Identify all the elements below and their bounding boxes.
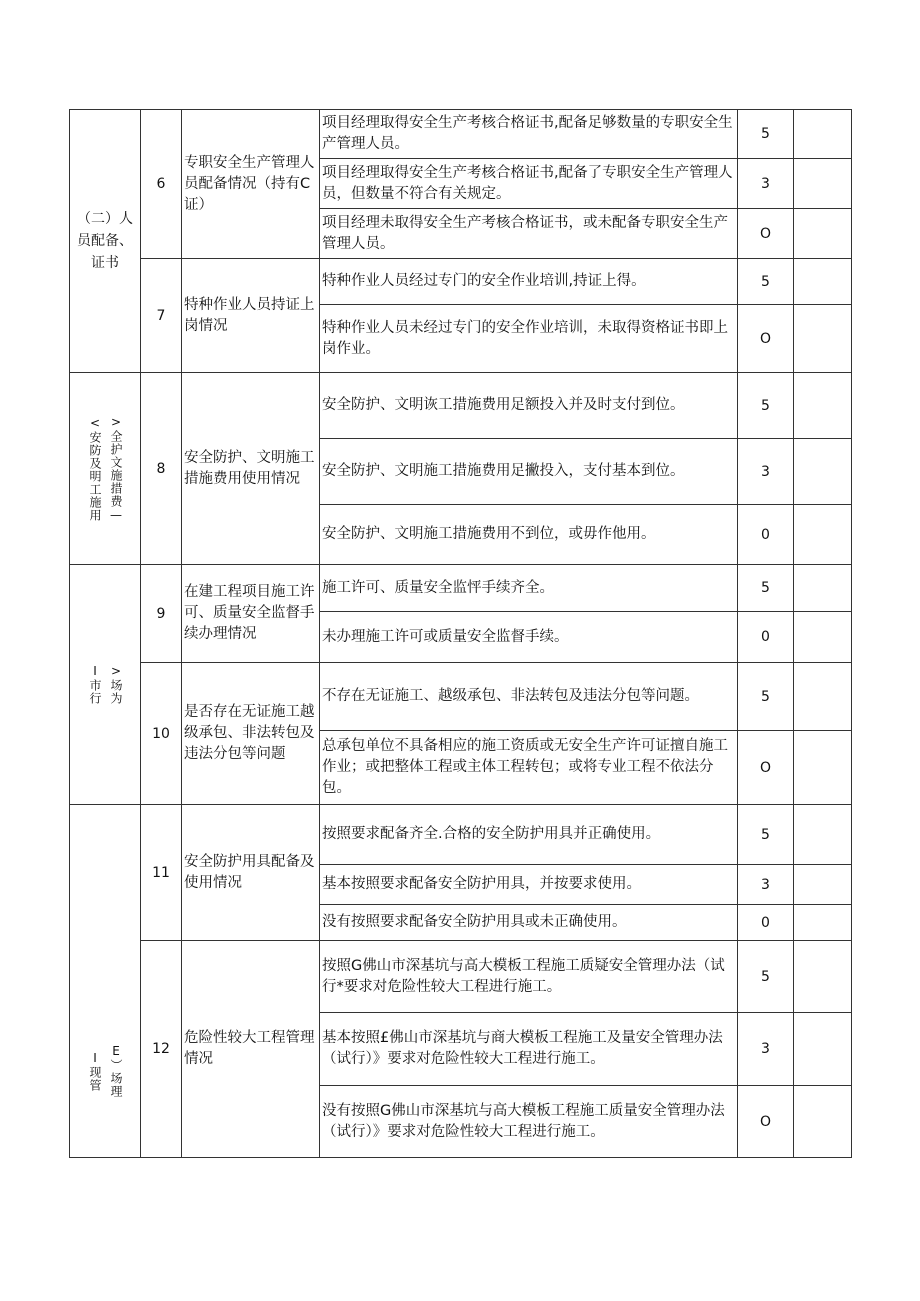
item-name: 安全防护用具配备及使用情况 — [182, 805, 320, 941]
item-name: 专职安全生产管理人员配备情况（持有C证） — [182, 110, 320, 259]
item-number: 9 — [141, 565, 182, 663]
criterion-text: 按照要求配备齐全.合格的安全防护用具并正确使用。 — [320, 805, 738, 865]
category-label-col2: >场为 — [109, 664, 123, 705]
actual-score-cell — [794, 565, 852, 612]
table-row — [70, 259, 852, 305]
actual-score-cell — [794, 110, 852, 159]
item-name: 特种作业人员持证上岗情况 — [182, 259, 320, 373]
actual-score-cell — [794, 731, 852, 805]
criterion-score: O — [738, 305, 794, 373]
actual-score-cell — [794, 905, 852, 941]
category-label-col1: <安防及明工施用 — [88, 415, 102, 522]
category-site-cell — [70, 805, 141, 1158]
actual-score-cell — [794, 612, 852, 663]
criterion-text: 特种作业人员经过专门的安全作业培训,持证上得。 — [320, 259, 738, 305]
table-row — [70, 110, 852, 159]
criterion-score: 3 — [738, 159, 794, 209]
item-number: 12 — [141, 941, 182, 1158]
criterion-score: O — [738, 1086, 794, 1158]
item-number: 11 — [141, 805, 182, 941]
criterion-score: 5 — [738, 373, 794, 439]
actual-score-cell — [794, 439, 852, 505]
actual-score-cell — [794, 1013, 852, 1086]
item-name: 危险性较大工程管理情况 — [182, 941, 320, 1158]
criterion-text: 安全防护、文明施工措施费用足撇投入，支付基本到位。 — [320, 439, 738, 505]
actual-score-cell — [794, 373, 852, 439]
category-label-col1: I现管 — [88, 1050, 102, 1092]
item-name: 在建工程项目施工许可、质量安全监督手续办理情况 — [182, 565, 320, 663]
criterion-text: 基本按照要求配备安全防护用具，并按要求使用。 — [320, 865, 738, 905]
criterion-text: 基本按照£佛山市深基坑与商大模板工程施工及量安全管理办法（试行）》要求对危险性较大工程进行施工。 — [320, 1013, 738, 1086]
criterion-score: 3 — [738, 865, 794, 905]
actual-score-cell — [794, 259, 852, 305]
item-name: 是否存在无证施工越级承包、非法转包及违法分包等问题 — [182, 663, 320, 805]
criterion-score: 3 — [738, 1013, 794, 1086]
actual-score-cell — [794, 805, 852, 865]
category-personnel-cell — [70, 110, 141, 373]
criterion-text: 施工许可、质量安全监怦手续齐全。 — [320, 565, 738, 612]
actual-score-cell — [794, 159, 852, 209]
actual-score-cell — [794, 663, 852, 731]
actual-score-cell — [794, 1086, 852, 1158]
table-row — [70, 805, 852, 865]
criterion-score: 5 — [738, 941, 794, 1013]
criterion-text: 项目经理未取得安全生产考核合格证书，或未配备专职安全生产管理人员。 — [320, 209, 738, 259]
item-name: 安全防护、文明施工措施费用使用情况 — [182, 373, 320, 565]
table-row — [70, 565, 852, 612]
criterion-text: 安全防护、文明诙工措施费用足额投入并及时支付到位。 — [320, 373, 738, 439]
table-row — [70, 941, 852, 1013]
criterion-text: 安全防护、文明施工措施费用不到位，或毋作他用。 — [320, 505, 738, 565]
item-number: 7 — [141, 259, 182, 373]
category-label-col2: >全护文施措费— — [109, 414, 123, 523]
criterion-text: 没有按照要求配备安全防护用具或未正确使用。 — [320, 905, 738, 941]
criterion-text: 项目经理取得安全生产考核合格证书,配备了专职安全生产管理人员，但数量不符合有关规定。 — [320, 159, 738, 209]
criterion-score: 5 — [738, 259, 794, 305]
criterion-score: 5 — [738, 110, 794, 159]
criterion-score: 5 — [738, 565, 794, 612]
actual-score-cell — [794, 305, 852, 373]
actual-score-cell — [794, 209, 852, 259]
criterion-text: 特种作业人员未经过专门的安全作业培训，未取得资格证书即上岗作业。 — [320, 305, 738, 373]
criterion-score: O — [738, 209, 794, 259]
category-safety-fee-cell — [70, 373, 141, 565]
evaluation-table — [69, 109, 852, 1158]
category-label-col2: E）场理 — [109, 1044, 123, 1098]
category-market-cell — [70, 565, 141, 805]
actual-score-cell — [794, 865, 852, 905]
actual-score-cell — [794, 941, 852, 1013]
criterion-text: 没有按照G佛山市深基坑与高大模板工程施工质量安全管理办法（试行）》要求对危险性较大工程进行施工。 — [320, 1086, 738, 1158]
table-row — [70, 663, 852, 731]
criterion-score: 5 — [738, 663, 794, 731]
criterion-text: 按照G佛山市深基坑与高大模板工程施工质疑安全管理办法（试行*要求对危险性较大工程进行施工。 — [320, 941, 738, 1013]
category-label: （二）人员配备、证书 — [77, 211, 133, 271]
criterion-text: 项目经理取得安全生产考核合格证书,配备足够数量的专职安全生产管理人员。 — [320, 110, 738, 159]
table-row — [70, 373, 852, 439]
criterion-score: 0 — [738, 905, 794, 941]
criterion-score: 0 — [738, 612, 794, 663]
criterion-score: 5 — [738, 805, 794, 865]
criterion-score: 3 — [738, 439, 794, 505]
criterion-text: 总承包单位不具备相应的施工资质或无安全生产许可证擅自施工作业；或把整体工程或主体工程转包；或将专业工程不依法分包。 — [320, 731, 738, 805]
criterion-score: O — [738, 731, 794, 805]
item-number: 10 — [141, 663, 182, 805]
item-number: 8 — [141, 373, 182, 565]
criterion-score: 0 — [738, 505, 794, 565]
criterion-text: 不存在无证施工、越级承包、非法转包及违法分包等问题。 — [320, 663, 738, 731]
actual-score-cell — [794, 505, 852, 565]
item-number: 6 — [141, 110, 182, 259]
category-label-col1: I市行 — [88, 664, 102, 705]
criterion-text: 未办理施工许可或质量安全监督手续。 — [320, 612, 738, 663]
